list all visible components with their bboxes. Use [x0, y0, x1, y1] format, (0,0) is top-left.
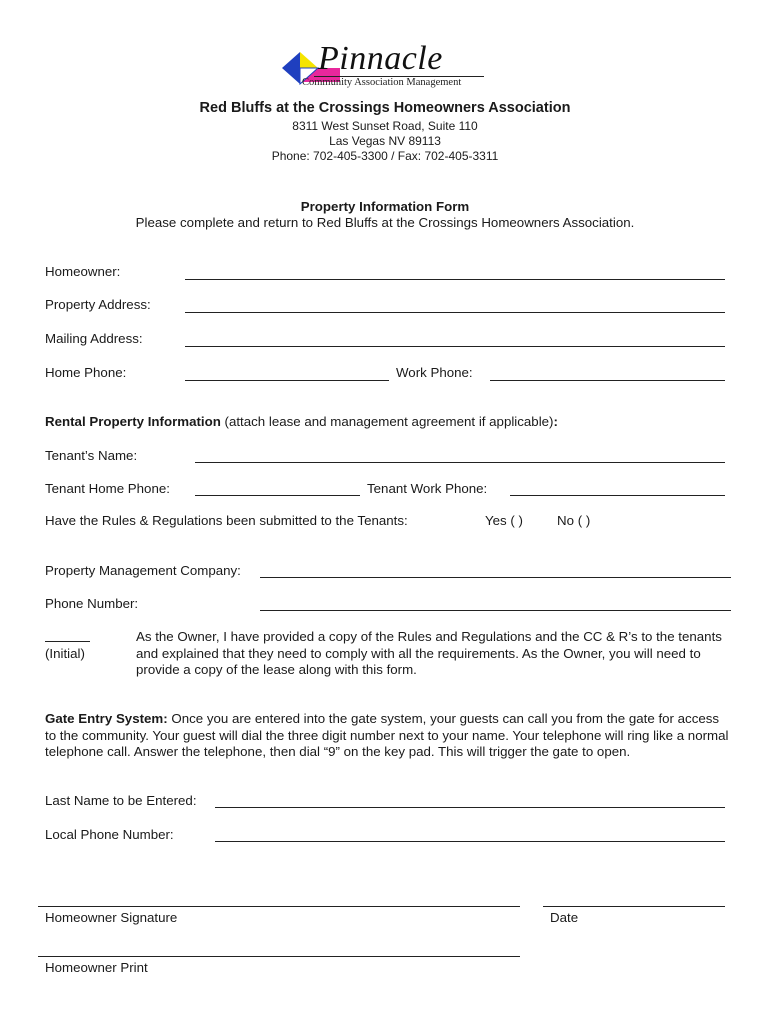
logo-tagline: Community Association Management [302, 77, 462, 88]
initial-field[interactable] [45, 641, 90, 642]
gate-entry-heading: Gate Entry System: [45, 711, 168, 726]
pinnacle-logo [282, 40, 492, 94]
signature-field[interactable] [38, 906, 520, 907]
tenant-work-phone-label: Tenant Work Phone: [367, 481, 488, 496]
print-name-field[interactable] [38, 956, 520, 957]
gate-entry-paragraph [45, 711, 731, 761]
tenant-name-label: Tenant’s Name: [45, 448, 138, 463]
form-instructions: Please complete and return to Red Bluffs at the Crossings Homeowners Association. [135, 215, 635, 230]
gate-entry-text: Once you are entered into the gate system, your guests can call you from the gate for access to the community. Your guest will dial the three digit number next to your name. Your telephone will ring like a normal telephone call. Answer the telephone, then dial “9” on the key pad. This will trigger the gate to open. [45, 711, 729, 759]
rental-heading-colon: : [553, 414, 558, 429]
address-line-2: Las Vegas NV 89113 [329, 134, 441, 148]
last-name-label: Last Name to be Entered: [45, 793, 197, 808]
print-name-label: Homeowner Print [45, 960, 148, 975]
local-phone-field[interactable] [215, 841, 725, 842]
rental-heading-bold: Rental Property Information [45, 414, 221, 429]
tenant-home-phone-field[interactable] [195, 495, 360, 496]
rules-question: Have the Rules & Regulations been submitted to the Tenants: [45, 513, 408, 528]
local-phone-label: Local Phone Number: [45, 827, 174, 842]
home-phone-field[interactable] [185, 380, 389, 381]
phone-fax-line: Phone: 702-405-3300 / Fax: 702-405-3311 [271, 149, 499, 163]
homeowner-field[interactable] [185, 279, 725, 280]
rules-no-option[interactable]: No ( ) [557, 513, 591, 528]
logo-wordmark: Pinnacle [318, 40, 443, 77]
mgmt-company-field[interactable] [260, 577, 731, 578]
initial-label: (Initial) [45, 646, 85, 661]
property-address-field[interactable] [185, 312, 725, 313]
mgmt-phone-field[interactable] [260, 610, 731, 611]
mailing-address-field[interactable] [185, 346, 725, 347]
association-title: Red Bluffs at the Crossings Homeowners Association [199, 100, 571, 116]
address-line-1: 8311 West Sunset Road, Suite 110 [292, 119, 478, 133]
homeowner-label: Homeowner: [45, 264, 121, 279]
home-phone-label: Home Phone: [45, 365, 127, 380]
mgmt-phone-label: Phone Number: [45, 596, 139, 611]
date-label: Date [550, 910, 579, 925]
work-phone-field[interactable] [490, 380, 725, 381]
property-address-label: Property Address: [45, 297, 151, 312]
tenant-home-phone-label: Tenant Home Phone: [45, 481, 170, 496]
rental-heading [45, 414, 558, 429]
last-name-field[interactable] [215, 807, 725, 808]
rental-heading-note: (attach lease and management agreement if applicable) [220, 414, 554, 429]
tenant-work-phone-field[interactable] [510, 495, 725, 496]
owner-statement: As the Owner, I have provided a copy of the Rules and Regulations and the CC & R’s to the tenants and explained that they need to comply with all the requirements. As the Owner, you will need to provide a copy of the lease along with this form. [136, 629, 722, 677]
mgmt-company-label: Property Management Company: [45, 563, 241, 578]
signature-label: Homeowner Signature [45, 910, 178, 925]
work-phone-label: Work Phone: [396, 365, 473, 380]
tenant-name-field[interactable] [195, 462, 725, 463]
form-title: Property Information Form [300, 199, 470, 214]
date-field[interactable] [543, 906, 725, 907]
rules-yes-option[interactable]: Yes ( ) [485, 513, 523, 528]
mailing-address-label: Mailing Address: [45, 331, 143, 346]
